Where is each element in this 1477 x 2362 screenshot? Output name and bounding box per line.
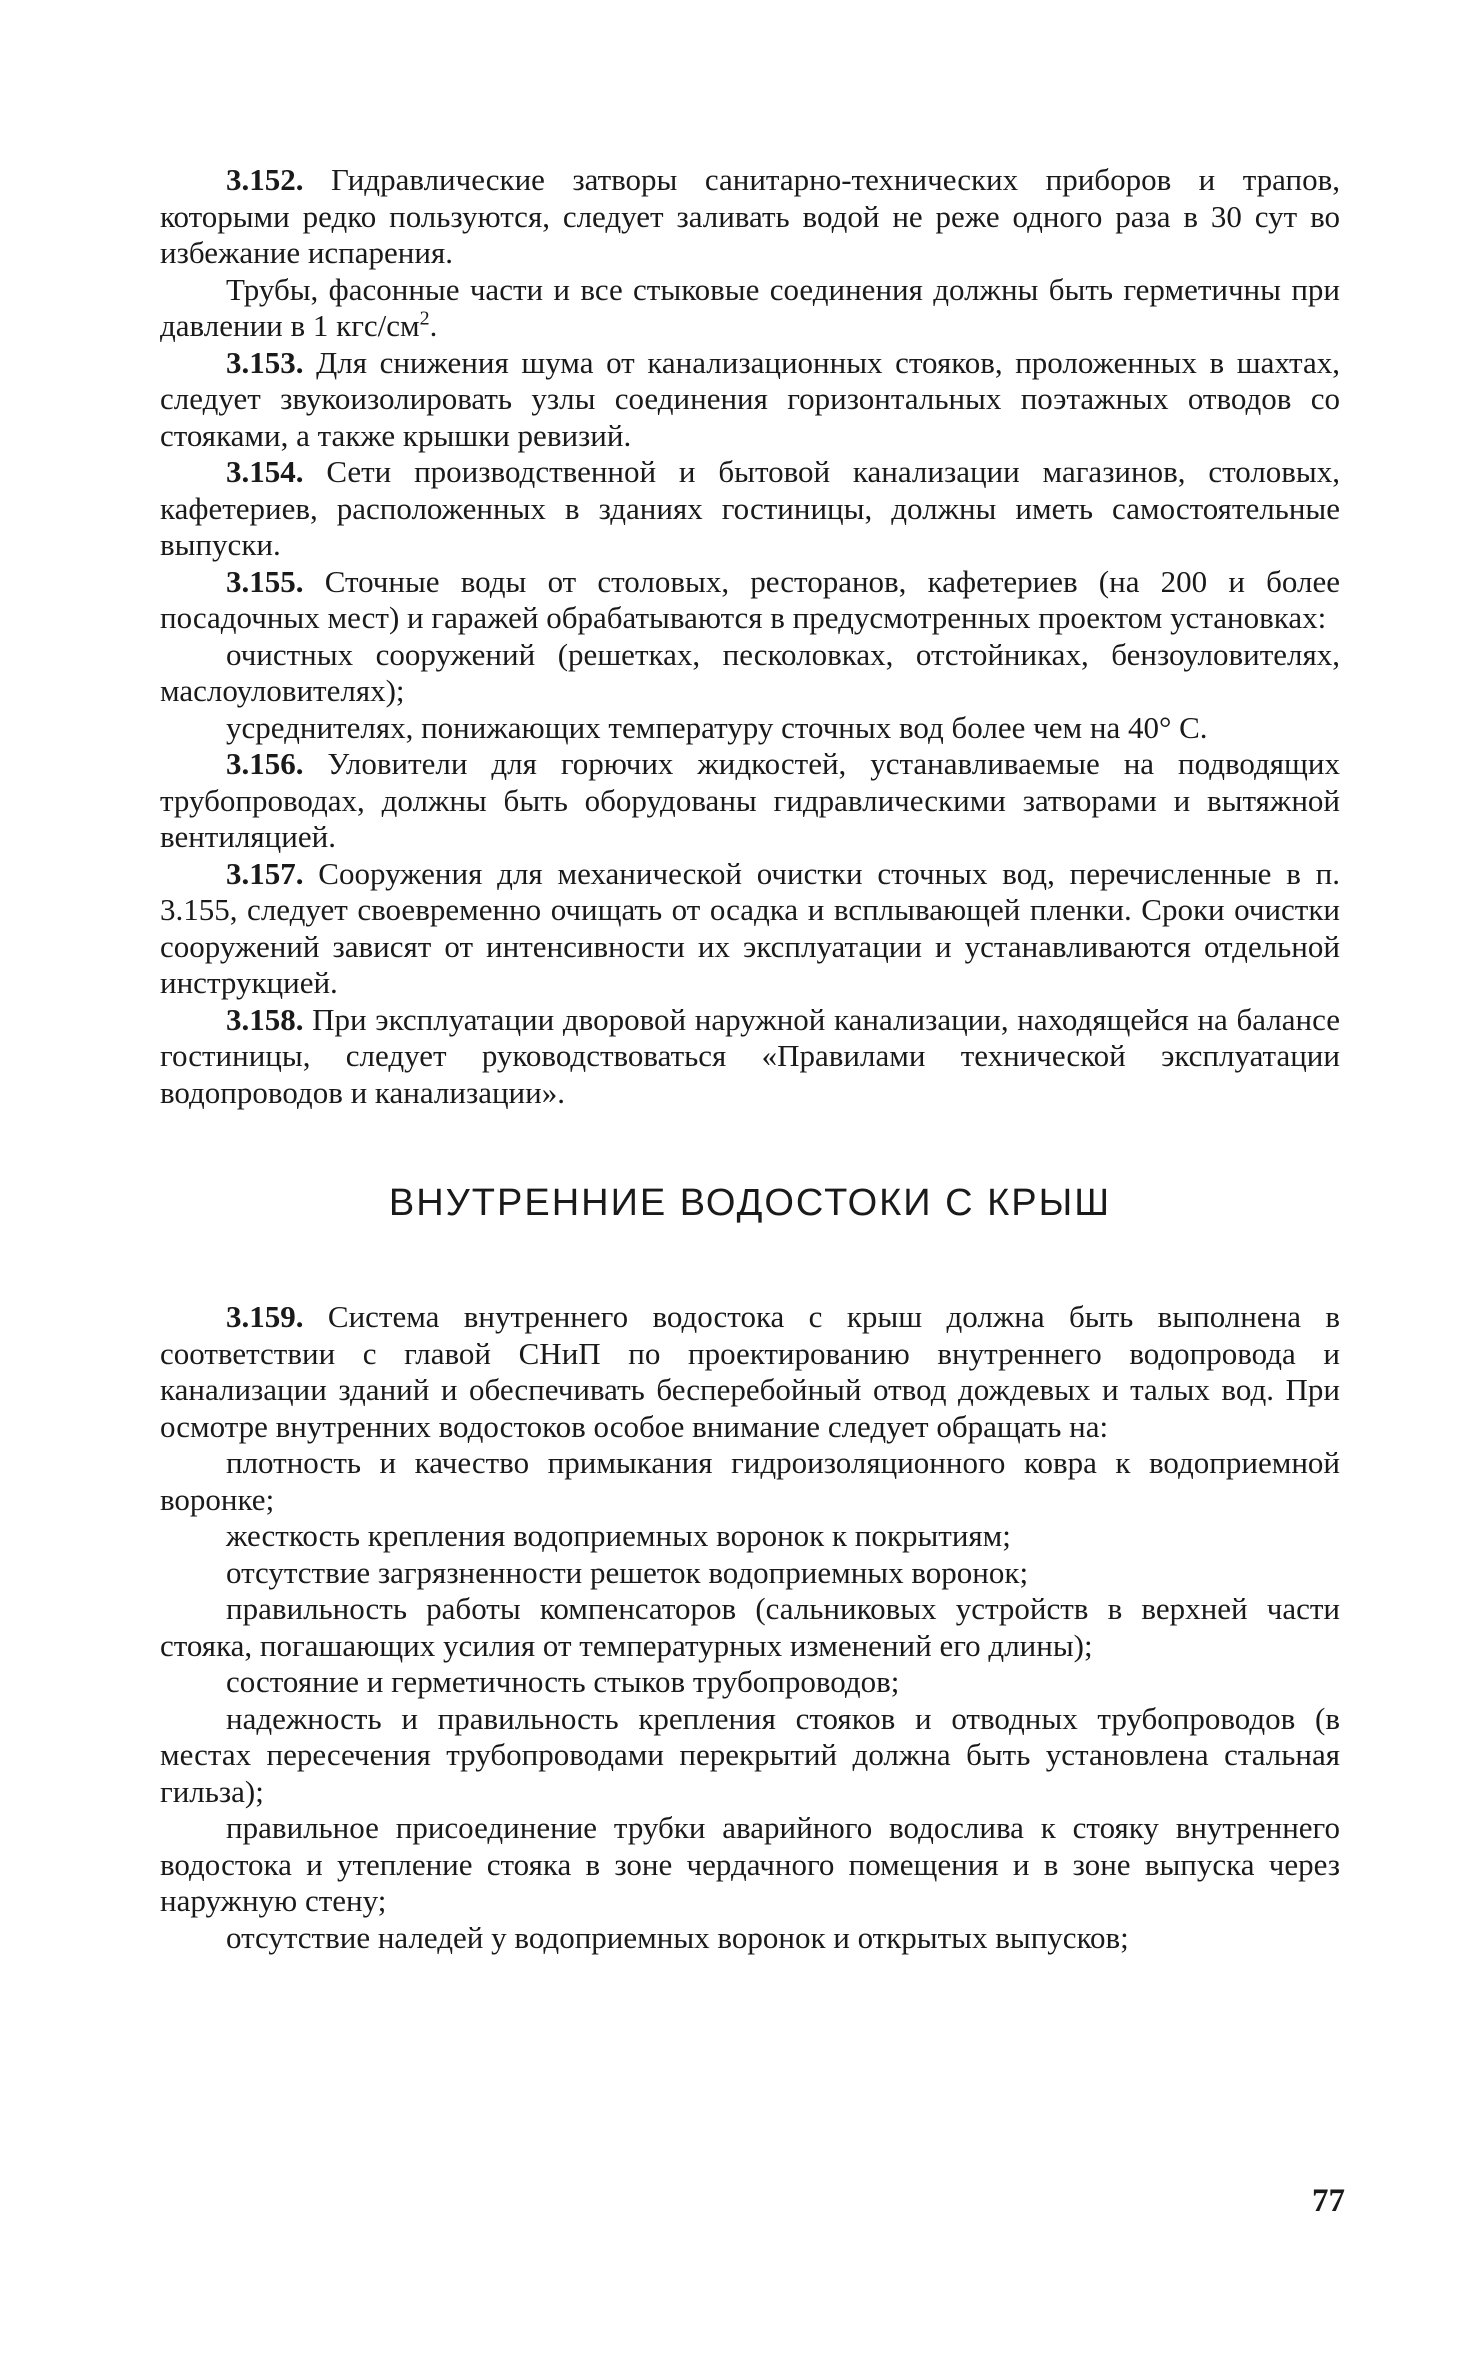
paragraph-text: отсутствие наледей у водоприемных воронок и открытых выпусков; (226, 1919, 1129, 1955)
paragraph-tail: . (429, 308, 438, 343)
paragraph-text: плотность и качество примыкания гидроизоляционного ковра к водоприемной воронке; (160, 1445, 1340, 1517)
paragraph-text: Сточные воды от столовых, ресторанов, кафетериев (на 200 и более посадочных мест) и гаражей обрабатываются в предусмотренных проектом установках: (160, 563, 1340, 635)
paragraph-text: Сооружения для механической очистки сточных вод, перечисленные в п. 3.155, следует своевременно очищать от осадка и всплывающей пленки. Сроки очистки сооружений зависят от интенсивности их эксплуатации и устанавливаются отдельной инструкцией. (160, 855, 1340, 1000)
list-item (160, 1664, 1340, 1701)
list-item (160, 1518, 1340, 1555)
paragraph-text: Для снижения шума от канализационных стояков, проложенных в шахтах, следует звукоизолировать узлы соединения горизонтальных поэтажных отводов со стояками, а также крышки ревизий. (160, 344, 1340, 453)
superscript: 2 (419, 307, 430, 330)
list-item (160, 1920, 1340, 1957)
list-item (160, 1591, 1340, 1664)
paragraph-3-159 (160, 1299, 1340, 1445)
paragraph-text: жесткость крепления водоприемных воронок к покрытиям; (226, 1518, 1011, 1553)
clause-number: 3.159. (226, 1299, 304, 1334)
list-item (160, 1555, 1340, 1592)
page-number: 77 (1312, 2183, 1345, 2219)
paragraph-3-154 (160, 454, 1340, 564)
list-item (160, 1445, 1340, 1518)
text-column (160, 162, 1340, 1956)
paragraph-3-158 (160, 1002, 1340, 1112)
list-item (160, 1810, 1340, 1920)
paragraph-text: усреднителях, понижающих температуру сточных вод более чем на 40° С. (226, 709, 1208, 745)
paragraph-text: правильное присоединение трубки аварийного водослива к стояку внутреннего водостока и утепление стояка в зоне чердачного помещения и в зоне выпуска через наружную стену; (160, 1810, 1340, 1918)
paragraph-3-152 (160, 162, 1340, 272)
list-item (160, 637, 1340, 710)
paragraph-3-155 (160, 564, 1340, 637)
list-item (160, 710, 1340, 747)
paragraph-text: правильность работы компенсаторов (сальниковых устройств в верхней части стояка, погашающих усилия от температурных изменений его длины); (160, 1591, 1340, 1663)
clause-number: 3.158. (226, 1001, 304, 1037)
paragraph-pipes (160, 272, 1340, 345)
paragraph-text: Уловители для горючих жидкостей, устанавливаемые на подводящих трубопроводах, должны быть оборудованы гидравлическими затворами и вытяжной вентиляцией. (160, 746, 1340, 854)
section-heading: ВНУТРЕННИЕ ВОДОСТОКИ С КРЫШ (388, 1182, 1112, 1224)
paragraph-text: Система внутреннего водостока с крыш должна быть выполнена в соответствии с главой СНиП по проектированию внутреннего водопровода и канализации зданий и обеспечивать бесперебойный отвод дождевых и талых вод. При осмотре внутренних водостоков особое внимание следует обращать на: (160, 1299, 1340, 1444)
paragraph-text: Гидравлические затворы санитарно-технических приборов и трапов, которыми редко пользуются, следует заливать водой не реже одного раза в 30 сут во избежание испарения. (160, 162, 1340, 270)
clause-number: 3.157. (226, 855, 304, 891)
paragraph-text: состояние и герметичность стыков трубопроводов; (226, 1664, 900, 1699)
list-item (160, 1701, 1340, 1811)
clause-number: 3.156. (226, 746, 304, 781)
paragraph-text: очистных сооружений (решетках, песколовках, отстойниках, бензоуловителях, маслоуловителях); (160, 636, 1340, 708)
paragraph-text: При эксплуатации дворовой наружной канализации, находящейся на балансе гостиницы, следует руководствоваться «Правилами технической эксплуатации водопроводов и канализации». (160, 1001, 1340, 1110)
clause-number: 3.154. (226, 454, 304, 489)
paragraph-3-156 (160, 746, 1340, 856)
clause-number: 3.153. (226, 344, 304, 380)
paragraph-text: отсутствие загрязненности решеток водоприемных воронок; (226, 1554, 1029, 1590)
clause-number: 3.155. (226, 563, 304, 599)
paragraph-3-157 (160, 856, 1340, 1002)
paragraph-text: Трубы, фасонные части и все стыковые соединения должны быть герметичны при давлении в 1 кгс/см (160, 271, 1340, 343)
paragraph-text: надежность и правильность крепления стояков и отводных трубопроводов (в местах пересечения трубопроводами перекрытий должна быть установлена стальная гильза); (160, 1700, 1340, 1809)
clause-number: 3.152. (226, 162, 304, 197)
paragraph-3-153 (160, 345, 1340, 455)
paragraph-text: Сети производственной и бытовой канализации магазинов, столовых, кафетериев, расположенных в зданиях гостиницы, должны иметь самостоятельные выпуски. (160, 454, 1340, 562)
